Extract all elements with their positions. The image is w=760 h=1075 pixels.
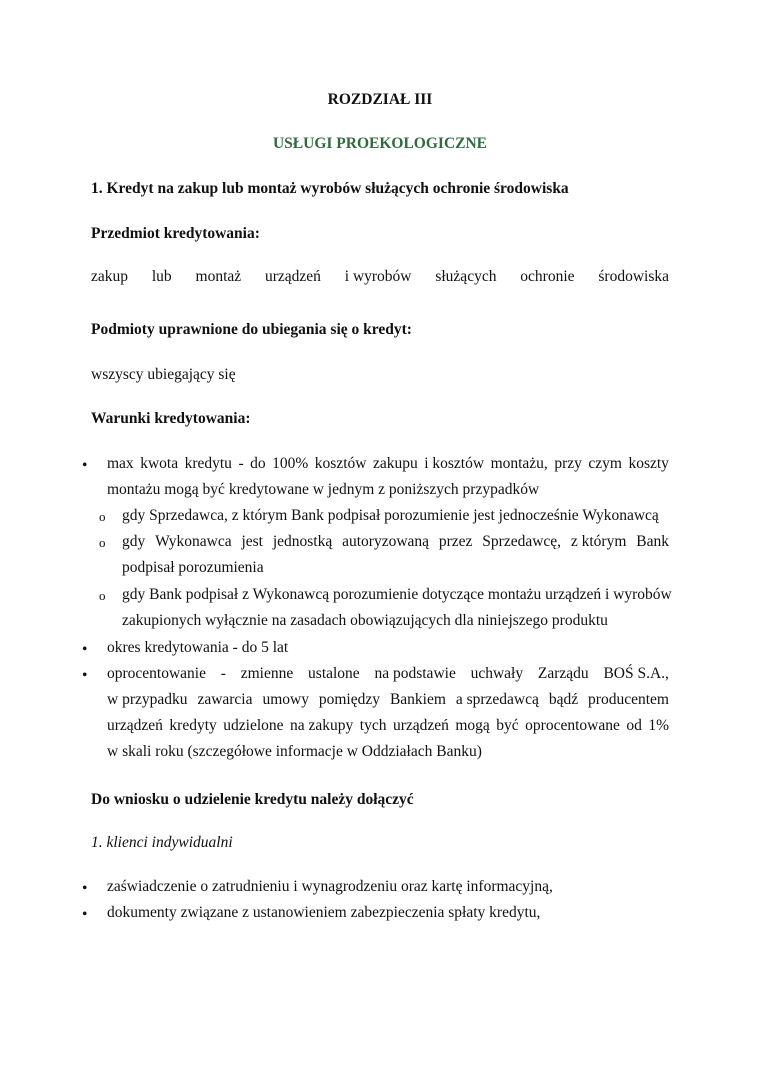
eligible-text: wszyscy ubiegający się xyxy=(91,366,236,383)
max-amount-line-2: montażu mogą być kredytowane w jednym z poniższych przypadków xyxy=(107,481,540,498)
sub-bullet-icon: o xyxy=(99,588,106,603)
case-1-line-1: gdy Sprzedawca, z którym Bank podpisał porozumienie jest jednocześnie Wykonawcą xyxy=(122,507,659,524)
case-2-line-1: gdy Wykonawca jest jednostką autoryzowaną przez Sprzedawcę, z którym Bank xyxy=(122,533,669,550)
period-text: okres kredytowania - do 5 lat xyxy=(107,639,289,656)
bullet-icon: • xyxy=(82,667,88,684)
max-amount-line-1: max kwota kredytu - do 100% kosztów zakupu i kosztów montażu, przy czym koszty xyxy=(107,455,669,472)
sub-bullet-icon: o xyxy=(99,509,106,524)
individuals-heading: 1. klienci indywidualni xyxy=(91,834,233,851)
conditions-heading: Warunki kredytowania: xyxy=(91,410,251,427)
bullet-icon: • xyxy=(82,880,88,897)
bullet-icon: • xyxy=(82,906,88,923)
case-3-line-2: zakupionych wyłącznie na zasadach obowiązujących dla niniejszego produktu xyxy=(122,612,608,629)
attachment-item-2: dokumenty związane z ustanowieniem zabezpieczenia spłaty kredytu, xyxy=(107,904,541,921)
section-title: USŁUGI PROEKOLOGICZNE xyxy=(272,135,488,152)
bullet-icon: • xyxy=(82,457,88,474)
interest-line-1: oprocentowanie - zmienne ustalone na podstawie uchwały Zarządu BOŚ S.A., xyxy=(107,665,669,682)
interest-line-2: w przypadku zawarcia umowy pomiędzy Bankiem a sprzedawcą bądź producentem xyxy=(107,691,669,708)
chapter-title: ROZDZIAŁ III xyxy=(327,91,433,108)
case-2-line-2: podpisał porozumienia xyxy=(122,559,264,576)
subject-text: zakup lub montaż urządzeń i wyrobów służących ochronie środowiska xyxy=(91,268,669,285)
case-3-line-1: gdy Bank podpisał z Wykonawcą porozumienie dotyczące montażu urządzeń i wyrobów xyxy=(122,586,672,603)
eligible-heading: Podmioty uprawnione do ubiegania się o kredyt: xyxy=(91,321,412,338)
item-title: 1. Kredyt na zakup lub montaż wyrobów służących ochronie środowiska xyxy=(91,180,569,197)
interest-line-4: w skali roku (szczegółowe informacje w Oddziałach Banku) xyxy=(107,743,482,760)
bullet-icon: • xyxy=(82,641,88,658)
attachment-item-1: zaświadczenie o zatrudnieniu i wynagrodzeniu oraz kartę informacyjną, xyxy=(107,878,553,895)
sub-bullet-icon: o xyxy=(99,535,106,550)
interest-line-3: urządzeń kredyty udzielone na zakupy tych urządzeń mogą być oprocentowane od 1% xyxy=(107,717,669,734)
attachments-heading: Do wniosku o udzielenie kredytu należy dołączyć xyxy=(91,791,414,808)
subject-heading: Przedmiot kredytowania: xyxy=(91,225,260,242)
